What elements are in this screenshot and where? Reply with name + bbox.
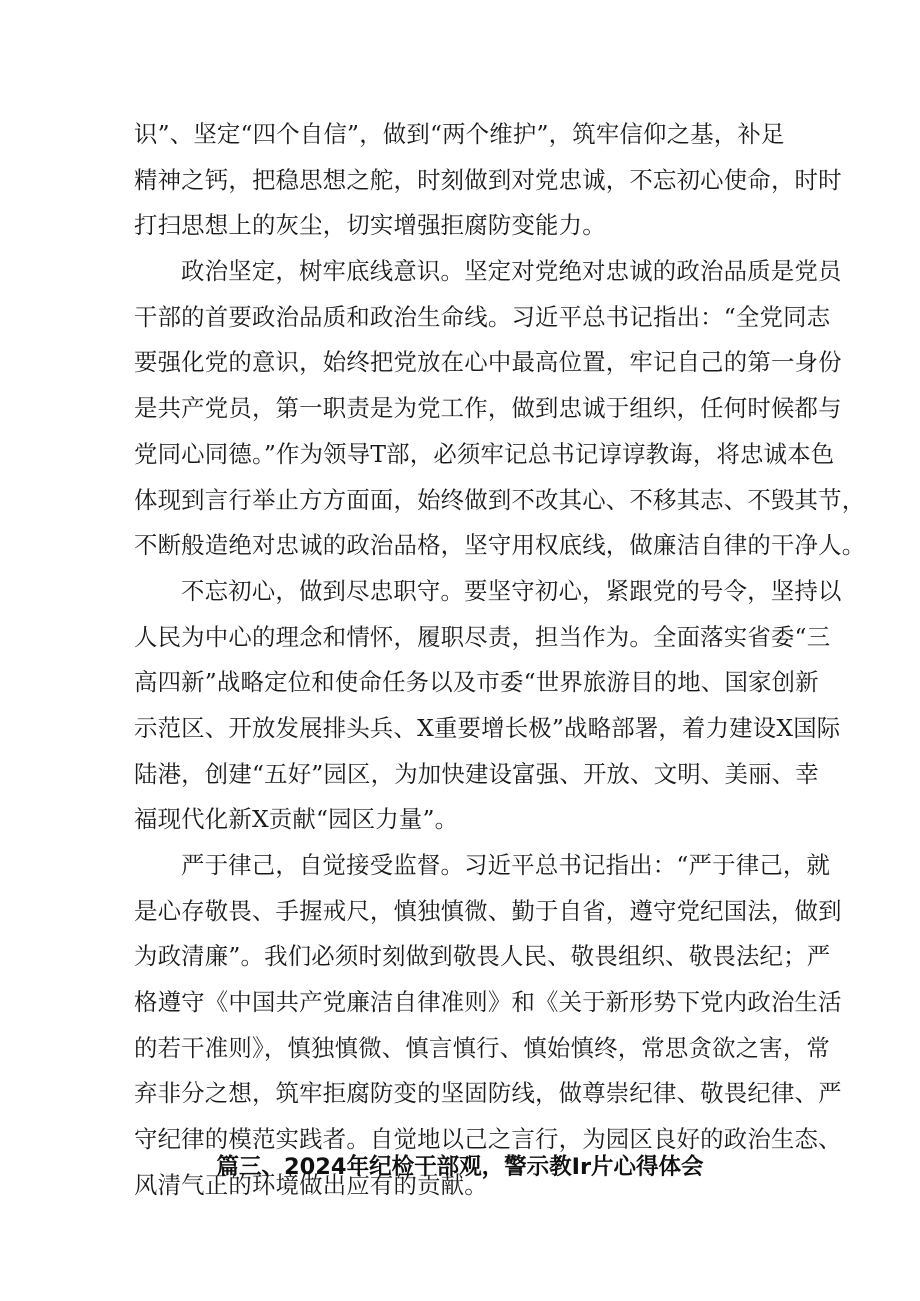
- text-line: 弃非分之想，筑牢拒腐防变的坚固防线，做尊崇纪律、敬畏纪律、严: [134, 1079, 842, 1108]
- text-line: 体现到言行举止方方面面，始终做到不改其心、不移其志、不毁其节，: [134, 485, 866, 514]
- text-line: 精神之钙，把稳思想之舵，时刻做到对党忠诚，不忘初心使命，时时: [134, 165, 842, 194]
- text-line: 格遵守《中国共产党廉洁自律准则》和《关于新形势下党内政治生活: [134, 988, 842, 1017]
- section-heading: 篇三、2024年纪检干部观，警示教Ir片心得体会: [216, 1154, 704, 1180]
- text-line: 的若干准则》，慎独慎微、慎言慎行、慎始慎终，常思贪欲之害，常: [134, 1033, 831, 1062]
- text-line: 为政清廉”。我们必须时刻做到敬畏人民、敬畏组织、敬畏法纪；严: [134, 942, 831, 971]
- text-line: 风清气正的环境做出应有的贡献。: [134, 1170, 488, 1199]
- text-line: 是心存敬畏、手握戒尺，慎独慎微、勤于自省，遵守党纪国法，做到: [134, 896, 842, 925]
- text-line: 守纪律的模范实践者。自觉地以己之言行，为园区良好的政治生态、: [134, 1125, 842, 1154]
- text-line: 福现代化新X贡献“园区力量”。: [134, 805, 459, 834]
- body-text: [134, 112, 866, 1209]
- text-line: 高四新”战略定位和使命任务以及市委“世界旅游目的地、国家创新: [134, 668, 819, 697]
- paragraph-continuation: [134, 112, 842, 249]
- text-line: 不断般造绝对忠诚的政治品格，坚守用权底线，做廉洁自律的干净人。: [134, 531, 866, 560]
- text-line: 打扫思想上的灰尘，切实增强拒腐防变能力。: [134, 211, 606, 240]
- text-line: 要强化党的意识，始终把党放在心中最高位置，牢记自己的第一身份: [134, 348, 842, 377]
- text-line: 示范区、开放发展排头兵、X重要增长极”战略部署，着力建设X国际: [134, 713, 841, 742]
- text-line: 人民为中心的理念和情怀，履职尽责，担当作为。全面落实省委“三: [134, 622, 831, 651]
- text-line: 陆港，创建“五好”园区，为加快建设富强、开放、文明、美丽、幸: [134, 759, 819, 788]
- text-line: 是共产党员，第一职责是为党工作，做到忠诚于组织，任何时候都与: [134, 394, 842, 423]
- text-line: 严于律己，自觉接受监督。习近平总书记指出：“严于律己，就: [181, 851, 831, 879]
- text-line: 党同心同德。”作为领导T部，必须牢记总书记谆谆教诲，将忠诚本色: [134, 439, 835, 468]
- text-line: 识”、坚定“四个自信”，做到“两个维护”，筑牢信仰之基，补足: [134, 120, 785, 148]
- text-line: 政治坚定，树牢底线意识。坚定对党绝对忠诚的政治品质是党员: [181, 257, 842, 286]
- text-line: 不忘初心，做到尽忠职守。要坚守初心，紧跟党的号令，坚持以: [181, 576, 842, 605]
- paragraph-original-aspiration: [134, 569, 842, 843]
- text-line: 干部的首要政治品质和政治生命线。习近平总书记指出：“全党同志: [134, 302, 831, 331]
- paragraph-political-firmness: [134, 249, 866, 569]
